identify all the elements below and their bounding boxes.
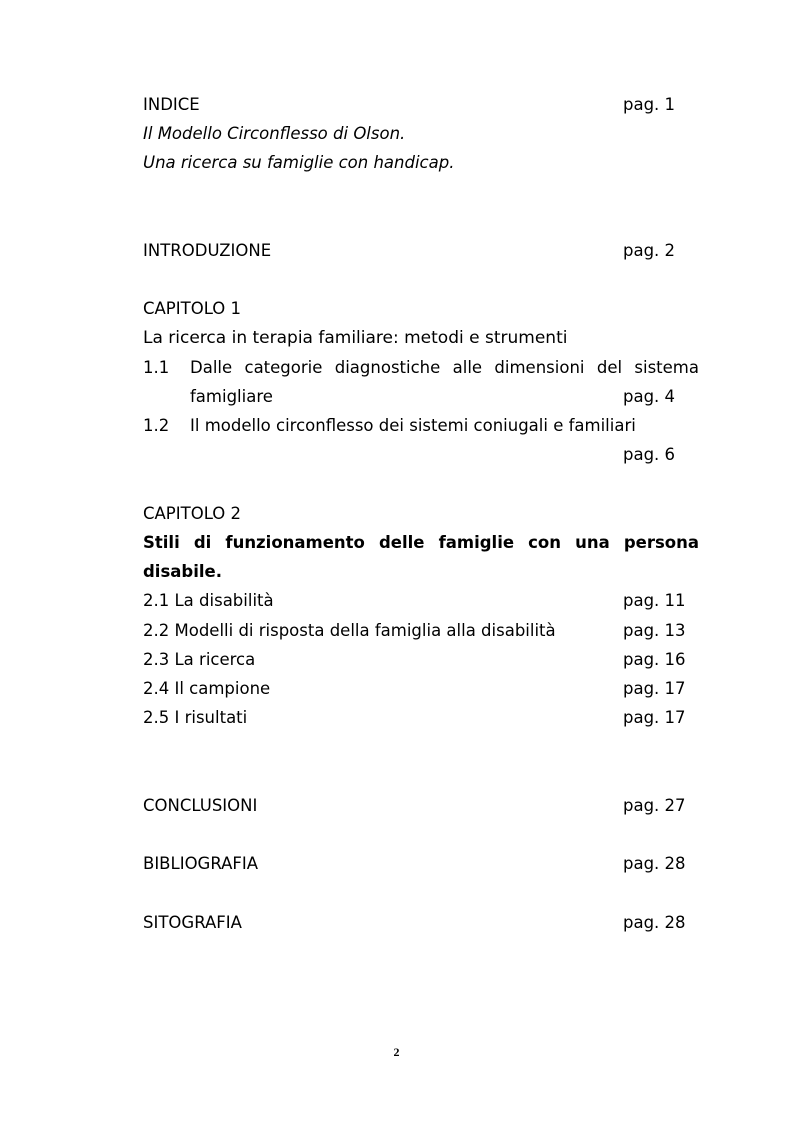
introduzione-page: pag. 2 bbox=[623, 241, 676, 260]
bibliografia-entry: BIBLIOGRAFIA bbox=[143, 854, 259, 873]
section-1-1-page: pag. 4 bbox=[623, 387, 676, 406]
section-1-1-title: Dalle categorie diagnostiche alle dimensioni del sistema bbox=[190, 358, 699, 377]
conclusioni-entry: CONCLUSIONI bbox=[143, 796, 258, 815]
bibliografia-page: pag. 28 bbox=[623, 854, 686, 873]
chapter2-title: Stili di funzionamento delle famiglie con una persona bbox=[143, 533, 699, 552]
section-1-1-title-cont: famigliare bbox=[190, 387, 273, 406]
section-2-4-page: pag. 17 bbox=[623, 679, 686, 698]
document-title-line2: Una ricerca su famiglie con handicap. bbox=[143, 153, 455, 172]
section-2-5-title: 2.5 I risultati bbox=[143, 708, 248, 727]
section-2-2-page: pag. 13 bbox=[623, 621, 686, 640]
section-2-3-title: 2.3 La ricerca bbox=[143, 650, 256, 669]
section-1-2-number: 1.2 bbox=[143, 416, 170, 435]
section-1-2-page: pag. 6 bbox=[623, 445, 676, 464]
chapter1-label: CAPITOLO 1 bbox=[143, 299, 242, 318]
section-2-3-page: pag. 16 bbox=[623, 650, 686, 669]
section-1-1-number: 1.1 bbox=[143, 358, 170, 377]
section-2-4-title: 2.4 Il campione bbox=[143, 679, 271, 698]
document-title-line1: Il Modello Circonflesso di Olson. bbox=[143, 124, 406, 143]
section-2-1-page: pag. 11 bbox=[623, 591, 686, 610]
section-2-2-title: 2.2 Modelli di risposta della famiglia alla disabilità bbox=[143, 621, 556, 640]
chapter2-label: CAPITOLO 2 bbox=[143, 504, 242, 523]
sitografia-page: pag. 28 bbox=[623, 913, 686, 932]
chapter2-title-cont: disabile. bbox=[143, 562, 223, 581]
conclusioni-page: pag. 27 bbox=[623, 796, 686, 815]
indice-page: pag. 1 bbox=[623, 95, 676, 114]
indice-heading: INDICE bbox=[143, 95, 200, 114]
page-number: 2 bbox=[393, 1045, 400, 1059]
section-2-1-title: 2.1 La disabilità bbox=[143, 591, 274, 610]
chapter1-title: La ricerca in terapia familiare: metodi e strumenti bbox=[143, 328, 568, 348]
sitografia-entry: SITOGRAFIA bbox=[143, 913, 242, 932]
introduzione-entry: INTRODUZIONE bbox=[143, 241, 272, 260]
section-2-5-page: pag. 17 bbox=[623, 708, 686, 727]
section-1-2-title: Il modello circonflesso dei sistemi coniugali e familiari bbox=[190, 416, 636, 435]
